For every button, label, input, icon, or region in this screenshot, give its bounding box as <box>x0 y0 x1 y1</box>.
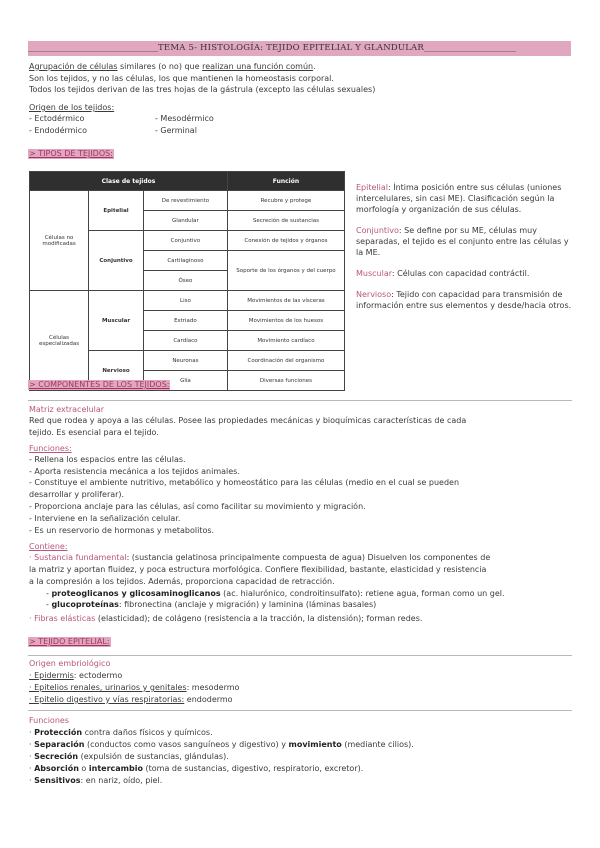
sustancia-line <box>29 553 490 564</box>
divider <box>28 655 572 656</box>
sustancia-line: la matriz y aportan fluidez, y poca estructura morfológica. Confiere flexibilidad, bastante, elasticidad y resistencia <box>29 565 487 574</box>
table-cell: Muscular <box>89 291 144 351</box>
intro-keyword-agrupacion: Agrupación de células <box>29 62 118 71</box>
term: · Sustancia fundamental <box>29 553 127 562</box>
term: proteoglicanos y glicosaminoglicanos <box>51 589 221 598</box>
text: : fibronectina (anclaje y migración) y laminina (láminas basales) <box>118 600 377 609</box>
term: intercambio <box>88 764 143 773</box>
title-bar <box>28 41 571 56</box>
table-cell: Recubre y protege <box>227 191 344 211</box>
text: o <box>78 764 89 773</box>
list-item: - Es un reservorio de hormonas y metabolitos. <box>29 526 215 535</box>
desc-text: : Tejido con capacidad para transmisión de información entre sus elementos y desde/hacia otros. <box>356 290 572 310</box>
origen-item: - Mesodérmico <box>155 114 214 123</box>
intro-line-1 <box>29 62 316 73</box>
text: endodermo <box>184 695 233 704</box>
term: Secreción <box>34 752 79 761</box>
text: : (sustancia gelatinosa principalmente compuesta de agua) Disuelven los componentes de <box>126 553 491 562</box>
table-cell: Cardíaco <box>143 331 227 351</box>
text: : en nariz, oído, piel. <box>80 776 163 785</box>
table-cell: Nervioso <box>89 351 144 391</box>
intro-text: similares (o no) que <box>117 62 203 71</box>
section-heading-epitelial: > TEJIDO EPITELIAL: <box>29 637 110 646</box>
list-item: · Separación (conductos como vasos sanguíneos y digestivo) y movimiento (mediante cilios). <box>29 740 414 749</box>
table-cell: Neuronas <box>143 351 227 371</box>
table-row <box>30 191 345 211</box>
matriz-heading: Matriz extracelular <box>29 405 105 414</box>
term: · Epidermis <box>29 671 74 680</box>
table-cell: Estriado <box>143 311 227 331</box>
term: Absorción <box>34 764 79 773</box>
text: (elasticidad); de colágeno (resistencia a la tracción, la distensión); forman redes. <box>95 614 423 623</box>
table-cell: Glandular <box>143 211 227 231</box>
intro-line-2: Son los tejidos, y no las células, los que mantienen la homeostasis corporal. <box>29 74 334 83</box>
origen-embrio-heading: Origen embriológico <box>29 659 111 668</box>
section-heading-tipos: > TIPOS DE TEJIDOS: <box>29 149 113 158</box>
table-cell: Glía <box>143 371 227 391</box>
table-cell: Células especializadas <box>30 291 89 391</box>
text: : ectodermo <box>73 671 123 680</box>
list-item: · Absorción o intercambio (toma de sustancias, digestivo, respiratorio, excretor). <box>29 764 364 773</box>
origen-line <box>29 695 233 706</box>
term: Protección <box>34 728 83 737</box>
glucoproteinas-line: - glucoproteínas: fibronectina (anclaje y migración) y laminina (láminas basales) <box>46 600 377 609</box>
desc-term: Conjuntivo <box>356 226 399 235</box>
text: : mesodermo <box>186 683 240 692</box>
table-cell: Conexión de tejidos y órganos <box>227 231 344 251</box>
text: (toma de sustancias, digestivo, respiratorio, excretor). <box>142 764 364 773</box>
intro-period: . <box>313 62 316 71</box>
matriz-text: Red que rodea y apoya a las células. Posee las propiedades mecánicas y bioquímicas características de cada <box>29 416 467 425</box>
desc-text: : Íntima posición entre sus células (uniones intercelulares, sin casi ME). Clasificación según la morfología y organización de sus células. <box>356 183 562 214</box>
list-item: - Aporta resistencia mecánica a los tejidos animales. <box>29 467 240 476</box>
table-cell: Movimientos de las vísceras <box>227 291 344 311</box>
table-cell: Óseo <box>143 271 227 291</box>
origen-line <box>29 683 239 694</box>
divider <box>28 400 572 401</box>
term: Separación <box>34 740 85 749</box>
term: Sensitivos <box>34 776 81 785</box>
list-item: - Proporciona anclaje para las células, así como facilitar su movimiento y migración. <box>29 502 366 511</box>
desc-text: : Células con capacidad contráctil. <box>391 269 530 278</box>
table-cell: Conjuntivo <box>89 231 144 291</box>
desc-term: Epitelial <box>356 183 388 192</box>
table-cell: Diversas funciones <box>227 371 344 391</box>
contiene-heading: Contiene: <box>29 542 68 551</box>
origen-item: - Germinal <box>155 126 197 135</box>
tissue-descriptions <box>356 182 574 321</box>
table-cell: Liso <box>143 291 227 311</box>
funciones-heading: Funciones: <box>29 444 72 453</box>
origen-heading: Origen de los tejidos: <box>29 103 115 112</box>
list-item: desarrollar y proliferar). <box>29 490 125 499</box>
title-left-fill: ________________________ <box>28 43 159 53</box>
table-header-funcion: Función <box>227 172 344 191</box>
table-cell: Células no modificadas <box>30 191 89 291</box>
text: contra daños físicos y químicos. <box>82 728 213 737</box>
funciones-epitelial-heading: Funciones <box>29 716 69 725</box>
text: (ac. hialurónico, condroitinsulfato): retiene agua, forman como un gel. <box>220 589 505 598</box>
origen-line <box>29 671 122 682</box>
term: · Fibras elásticas <box>29 614 96 623</box>
page-title: TEMA 5- HISTOLOGÍA: TEJIDO EPITELIAL Y GLANDULAR <box>158 43 424 53</box>
table-cell: Secreción de sustancias <box>227 211 344 231</box>
table-cell: Epitelial <box>89 191 144 231</box>
list-item: · Sensitivos: en nariz, oído, piel. <box>29 776 163 785</box>
table-row <box>30 291 345 311</box>
term: glucoproteínas <box>51 600 119 609</box>
intro-keyword-funcion: realizan una función común <box>202 62 314 71</box>
divider <box>28 710 572 711</box>
list-item: - Constituye el ambiente nutritivo, metabólico y homeostático para las células (medio en el cual se pueden <box>29 478 460 487</box>
desc-muscular <box>356 268 574 279</box>
desc-nervioso <box>356 289 574 311</box>
table-cell: Movimiento cardíaco <box>227 331 344 351</box>
table-cell: Cartilaginoso <box>143 251 227 271</box>
origen-item: - Ectodérmico <box>29 114 85 123</box>
table-cell: Coordinación del organismo <box>227 351 344 371</box>
desc-term: Nervioso <box>356 290 392 299</box>
table-cell: Conjuntivo <box>143 231 227 251</box>
tissue-table <box>29 171 345 391</box>
list-item: - Interviene en la señalización celular. <box>29 514 181 523</box>
table-header-clase: Clase de tejidos <box>30 172 228 191</box>
fibras-line <box>29 614 422 625</box>
table-cell: Soporte de los órganos y del cuerpo <box>227 251 344 291</box>
term: · Epitelio digestivo y vías respiratorias: <box>29 695 185 704</box>
sustancia-line: a la compresión a los tejidos. Además, proporciona capacidad de retracción. <box>29 577 335 586</box>
list-item: - Rellena los espacios entre las células. <box>29 455 186 464</box>
title-right-fill: _________________ <box>424 43 517 53</box>
proteoglicanos-line: - proteoglicanos y glicosaminoglicanos (ac. hialurónico, condroitinsulfato): retiene agua, forman como un gel. <box>46 589 505 598</box>
table-cell: De revestimiento <box>143 191 227 211</box>
list-item: · Secreción (expulsión de sustancias, glándulas). <box>29 752 229 761</box>
section-heading-componentes: > COMPONENTES DE LOS TEJIDOS: <box>29 380 170 389</box>
table-cell: Movimientos de los huesos <box>227 311 344 331</box>
desc-epitelial <box>356 182 574 215</box>
list-item: · Protección contra daños físicos y químicos. <box>29 728 213 737</box>
desc-term: Muscular <box>356 269 392 278</box>
term: movimiento <box>288 740 342 749</box>
intro-line-3: Todos los tejidos derivan de las tres hojas de la gástrula (excepto las células sexuales) <box>29 85 376 94</box>
origen-item: - Endodérmico <box>29 126 87 135</box>
desc-text: : Se define por su ME, células muy separadas, el tejido es el conjunto entre las células y la ME. <box>356 226 569 257</box>
term: · Epitelios renales, urinarios y genitales <box>29 683 187 692</box>
text: (conductos como vasos sanguíneos y digestivo) y <box>84 740 289 749</box>
text: (mediante cilios). <box>341 740 414 749</box>
matriz-text: tejido. Es esencial para el tejido. <box>29 428 159 437</box>
desc-conjuntivo <box>356 225 574 258</box>
text: (expulsión de sustancias, glándulas). <box>78 752 229 761</box>
